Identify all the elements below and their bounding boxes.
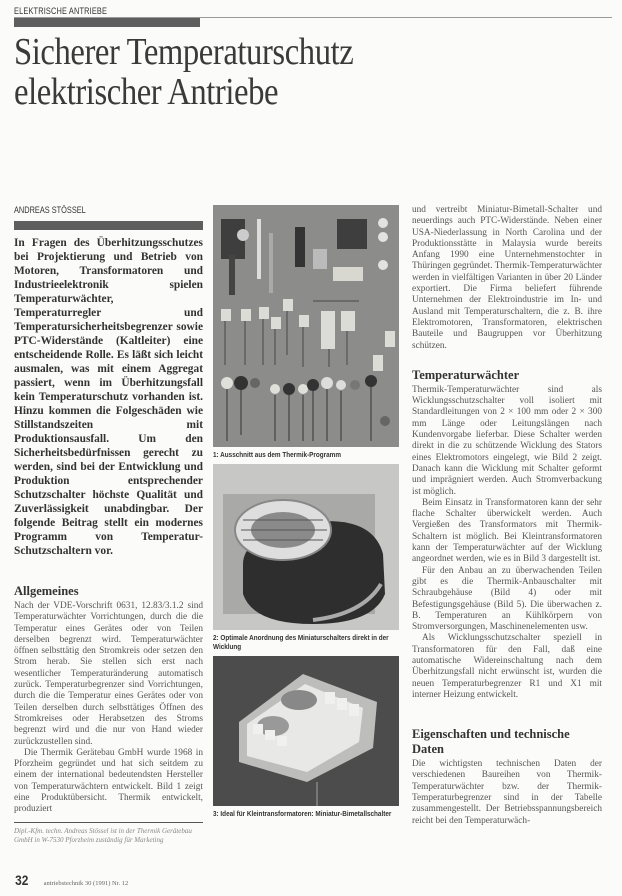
footnote-divider — [14, 822, 203, 823]
column-right — [412, 205, 602, 827]
column-figures — [213, 205, 399, 822]
body-paragraph: Die wichtigsten technischen Daten der verschiedenen Baureihen von Thermik-Temperaturwächter bzw. der Thermik-Temperaturbegrenzer sind in der Tabelle zusammengestellt. Der Betriebsspannungsbereich reicht bei den Temperaturwäch- — [412, 759, 602, 826]
title-line-1: Sicherer Temperaturschutz — [14, 31, 354, 73]
transformer-photo-icon — [213, 656, 399, 806]
figure-1-caption: 1: Ausschnitt aus dem Thermik-Programm — [213, 450, 341, 459]
body-paragraph: Nach der VDE-Vorschrift 0631, 12.83/3.1.2 sind Temperaturwächter Vorrichtungen, durch die die Temperatur eines Gerätes oder von Teilen derselben begrenzt wird. Temperaturwächter öffnen selbsttätig den Stromkreis oder setzen den Strom herab. Sie stellen sich erst nach wesentlicher Temperaturänderung automatisch zurück. Temperaturbegrenzer sind Vorrichtungen, durch die die Temperatur eines Gerätes oder von Teilen derselben durch selbsttätiges Öffnen des Stromkreises oder Herabsetzen des Stroms begrenzt wird und die nur von Hand wieder zurückzustellen sind. — [14, 601, 203, 747]
author-name: ANDREAS STÖSSEL — [14, 205, 86, 215]
section-bar — [14, 18, 200, 27]
section-label: ELEKTRISCHE ANTRIEBE — [14, 6, 108, 16]
page-title — [14, 32, 496, 112]
column-left — [14, 205, 203, 845]
body-paragraph: Als Wicklungsschutzschalter speziell in Transformatoren für den Fall, daß eine automatische Widereinschaltung nach dem Überhitzungsfall nicht erwünscht ist, wurden die neuen Temperaturbegrenzer R1 und X1 mit interner Heizung entwickelt. — [412, 633, 602, 700]
heading-temperaturwaechter: Temperaturwächter — [412, 367, 520, 382]
page-number: 32 — [15, 872, 29, 888]
figure-3-transformer-photo — [213, 656, 399, 806]
body-paragraph: Beim Einsatz in Transformatoren kann der sehr flache Schalter überwickelt werden. Auch Vergießen des Transformators mit Thermik-Schaltern ist möglich. Bei Kleintransformatoren kann der Temperaturwächter auf der Wicklung angeordnet werden, wie es in Bild 3 dargestellt ist. — [412, 497, 602, 565]
author-footnote: Dipl.-Kfm. techn. Andreas Stössel ist in der Thermik Gerätebau GmbH in W-7530 Pforzheim zuständig für Marketing — [14, 826, 192, 844]
author-bar — [14, 221, 203, 230]
figure-2-stator-photo — [213, 464, 399, 630]
body-paragraph: Thermik-Temperaturwächter sind als Wicklungsschutzschalter voll isoliert mit Standardleitungen von 2 × 100 mm oder 2 × 300 mm Länge oder Leitungslängen nach Kundenvorgabe lieferbar. Diese Schalter werden direkt in die zu schützende Wicklung des Stators eines Elektromotors eingelegt, wie Bild 2 zeigt. Danach kann die Wicklung mit Schalter geformt und imprägniert werden. Auch Stromverbackung ist möglich. — [412, 384, 602, 497]
title-line-2: elektrischer Antriebe — [14, 71, 279, 113]
figure-1-product-photo — [213, 205, 399, 447]
journal-reference: antriebstechnik 30 (1991) Nr. 12 — [43, 880, 129, 887]
stator-photo-icon — [213, 464, 399, 630]
figure-3-caption: 3: Ideal für Kleintransformatoren: Miniatur-Bimetallschalter — [213, 808, 392, 818]
page-footer — [14, 872, 128, 888]
heading-allgemeines: Allgemeines — [14, 584, 79, 598]
lead-paragraph: In Fragen des Überhitzungsschutzes bei Projektierung und Betrieb von Motoren, Transformatoren und Industrieelektronik spielen Temperaturwächter, Temperaturregler und Temperatursicherheitsbegrenzer sowie PTC-Widerstände (Kaltleiter) eine entscheidende Rolle. Es läßt sich leicht ausmalen, was mit einem Aggregat passiert, wenn im Überhitzungsfall kein Temperaturschutz vorhanden ist. Hinzu kommen die Folgeschäden wie Stillstandszeiten mit Produktionsausfall. Um den Sicherheitsbedürfnissen gerecht zu werden, sind bei der Entwicklung und Produktion entsprechender Schutzschalter höchste Qualität und Zuverlässigkeit unabdingbar. Der folgende Beitrag stellt ein modernes Programm von Temperatur-Schutzschaltern vor. — [14, 237, 203, 557]
body-paragraph: Für den Anbau an zu überwachenden Teilen gibt es die Thermik-Anbauschalter mit Schraubgehäuse (Bild 4) oder mit Befestigungsgehäuse (Bild 5). Die überwachen z. B. Temperaturen an Kühlkörpern von Stromversorgungen, Maschinenelementen usw. — [412, 565, 602, 633]
heading-eigenschaften: Eigenschaften und technische Daten — [412, 727, 570, 757]
body-paragraph: Die Thermik Gerätebau GmbH wurde 1968 in Pforzheim gegründet und hat sich seitdem zu einem der international bedeutendsten Hersteller von Temperaturwächtern entwickelt. Bild 1 zeigt eine Produktübersicht. Thermik entwickelt, produziert — [14, 747, 203, 815]
product-photo-icon — [213, 205, 399, 447]
figure-2-caption: 2: Optimale Anordnung des Miniaturschalters direkt in der Wicklung — [213, 632, 389, 651]
body-paragraph: und vertreibt Miniatur-Bimetall-Schalter und neuerdings auch PTC-Widerstände. Neben einer USA-Niederlassung in North Carolina und der Produktionsstätte in Malaysia wurde bereits Anfang 1990 eine Unternehmenstochter in Thüringen gegründet. Thermik-Temperaturwächter werden in vielfältigen Varianten in über 20 Länder exportiert. Die Firma beliefert führende Unternehmen der Elektroindustrie im In- und Ausland mit Temperaturschaltern, die z. B. ihre Elektromotoren, Transformatoren, elektrischen Bauteile und Baugruppen vor Überhitzung schützen. — [412, 205, 602, 351]
